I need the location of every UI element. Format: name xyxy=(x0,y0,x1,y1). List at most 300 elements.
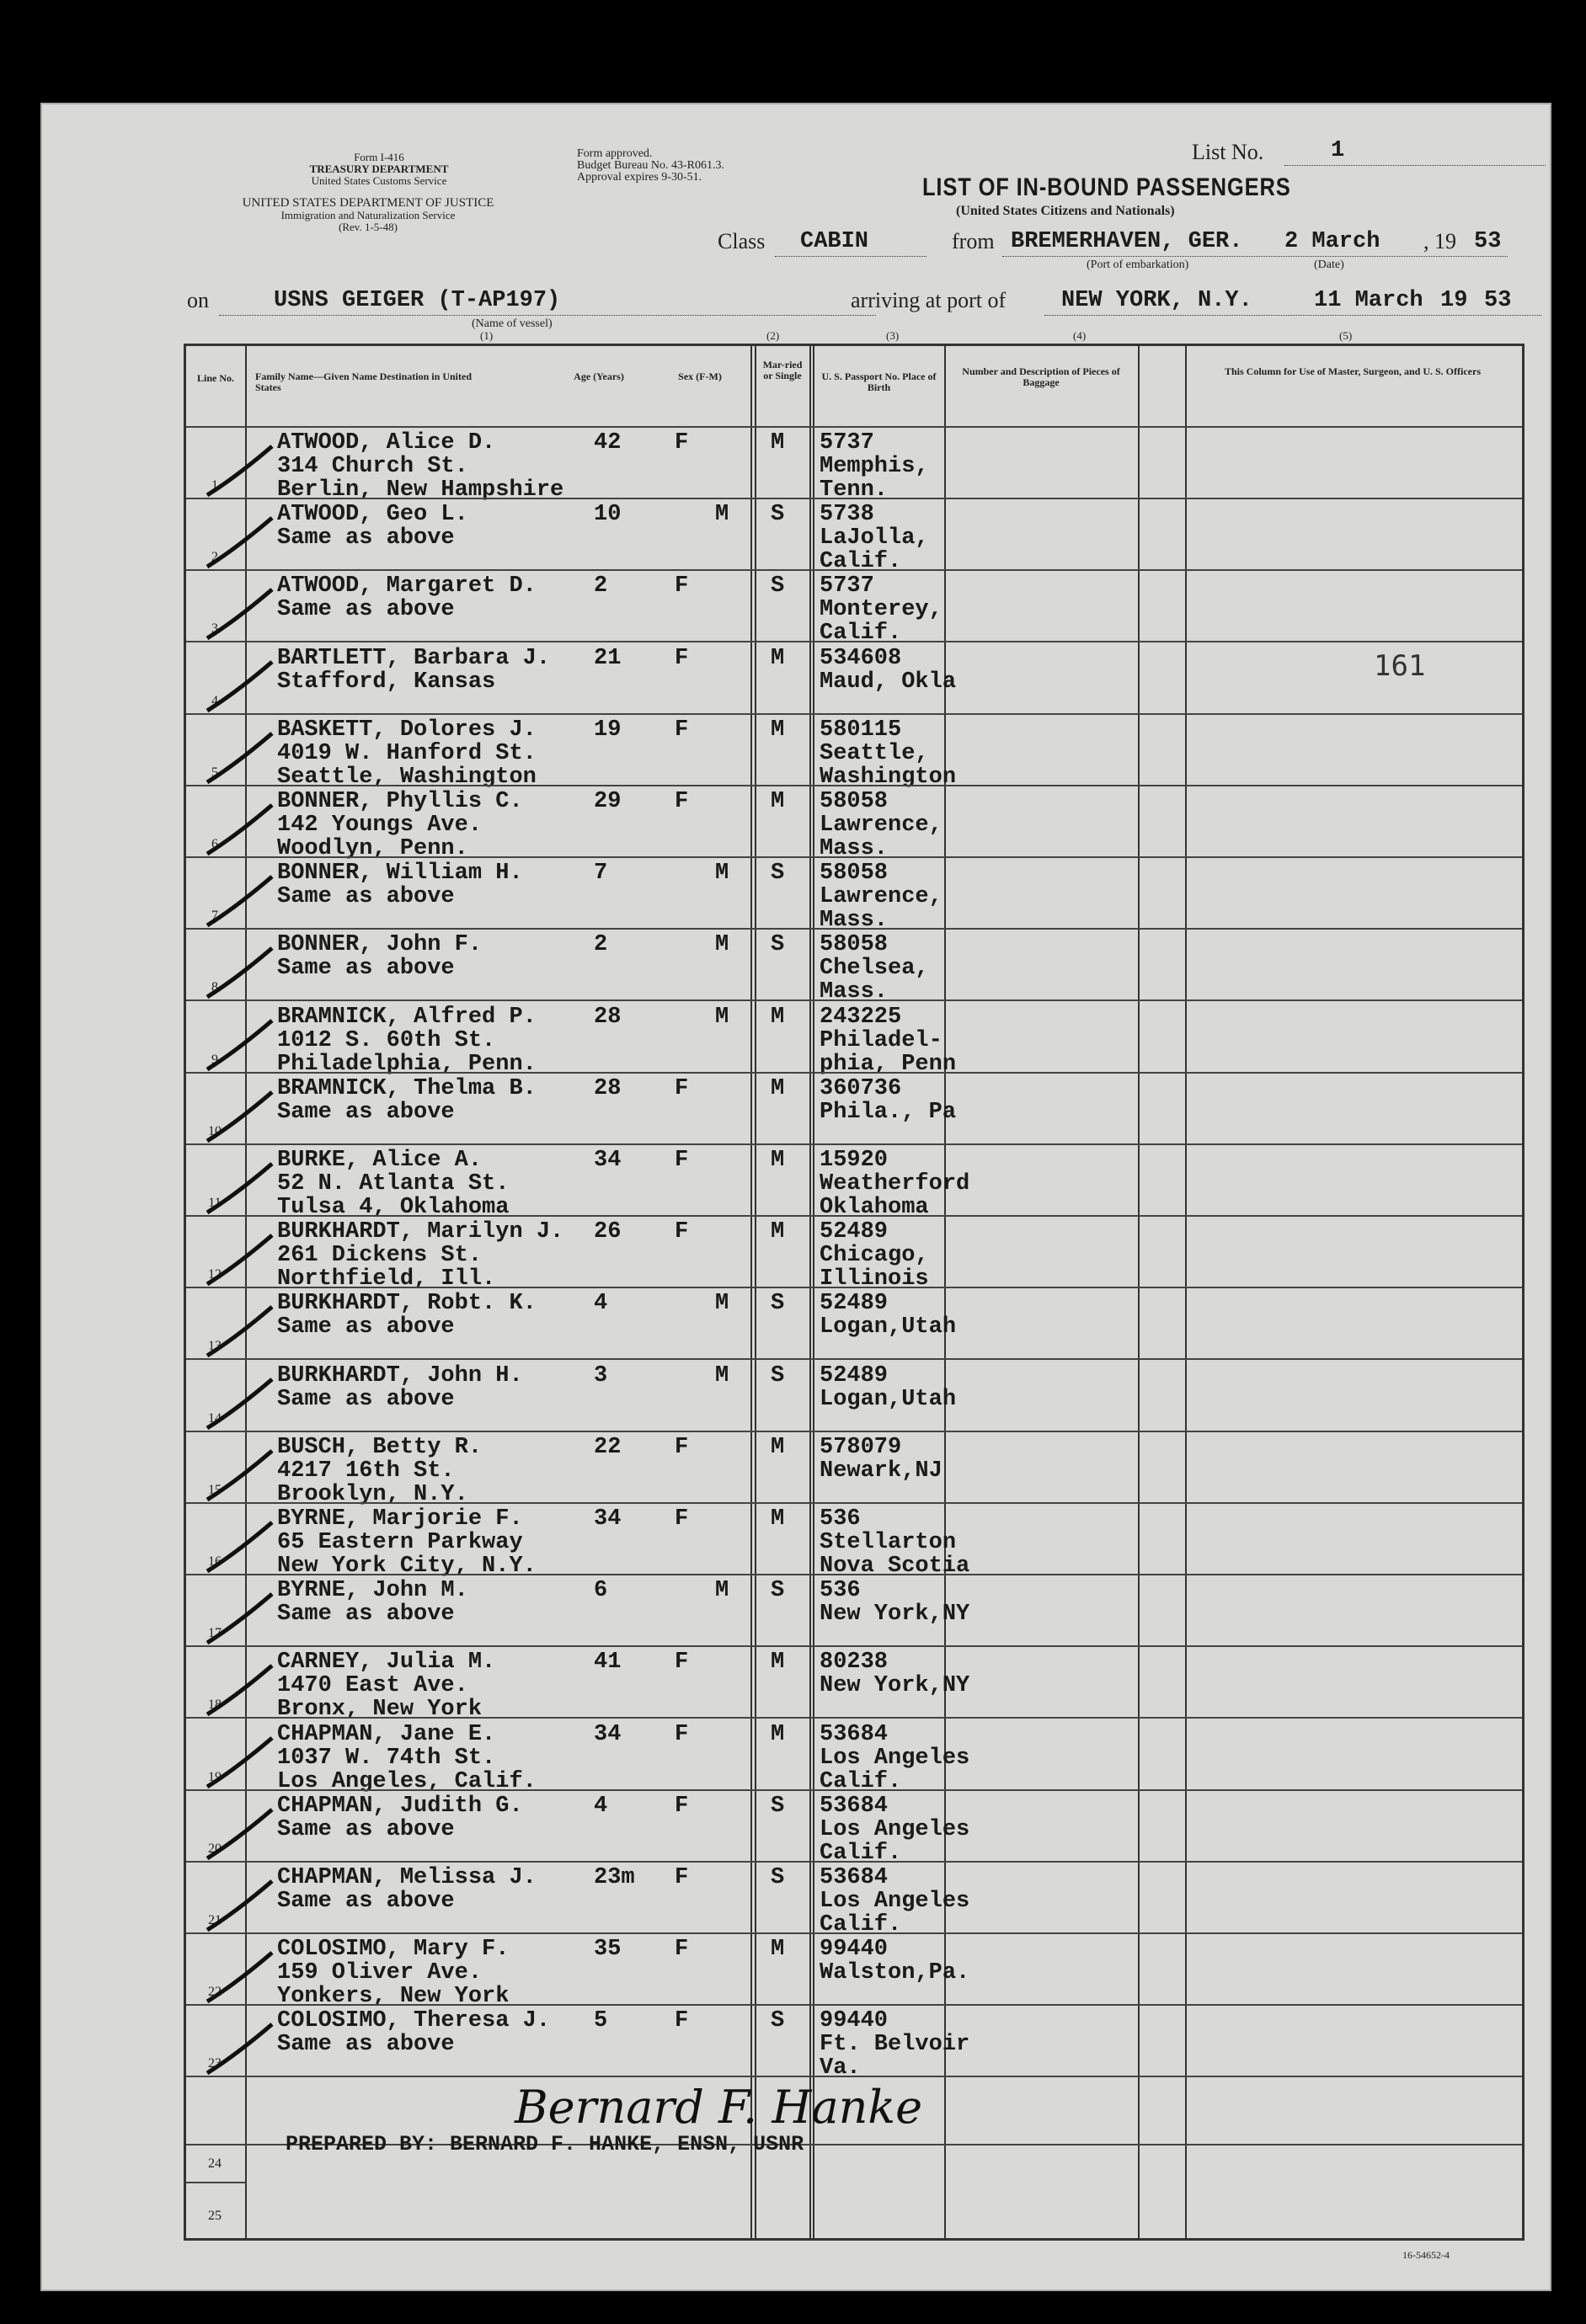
passenger-address: 4217 16th St. xyxy=(277,1458,455,1484)
passenger-name: BYRNE, John M. xyxy=(277,1578,468,1604)
check-stroke xyxy=(207,1953,272,2002)
passenger-sex: F xyxy=(675,1506,689,1532)
place-of-birth: Weatherford xyxy=(820,1171,970,1197)
passenger-address-2: Seattle, Washington xyxy=(277,764,537,790)
marital-status: M xyxy=(771,1506,785,1532)
marital-status: M xyxy=(771,1721,785,1747)
place-of-birth: Newark,NJ xyxy=(820,1458,943,1484)
check-mark-icon xyxy=(203,1232,279,1291)
passenger-sex: M xyxy=(715,861,729,887)
passport-number: 536 xyxy=(820,1578,861,1604)
date-caption: (Date) xyxy=(1314,259,1344,271)
marital-status: S xyxy=(771,502,785,528)
passenger-name: BONNER, John F. xyxy=(277,932,483,958)
passport-number: 578079 xyxy=(820,1434,902,1460)
passenger-name: BARTLETT, Barbara J. xyxy=(277,645,551,671)
passenger-age: 3 xyxy=(594,1362,608,1389)
passenger-name: CHAPMAN, Melissa J. xyxy=(277,1865,537,1890)
passenger-address-2: Northfield, Ill. xyxy=(277,1266,496,1293)
row-rule xyxy=(186,2182,245,2183)
place-of-birth: New York,NY xyxy=(820,1602,970,1628)
table-row xyxy=(186,1143,1522,1220)
arrival-underline xyxy=(1044,315,1541,316)
arriving-label: arriving at port of xyxy=(851,288,1007,312)
on-label: on xyxy=(187,288,209,312)
marital-status: M xyxy=(771,1434,785,1460)
passport-number: 360736 xyxy=(820,1075,902,1101)
passenger-name: CHAPMAN, Judith G. xyxy=(277,1793,523,1819)
passenger-age: 22 xyxy=(594,1434,622,1460)
marital-status: S xyxy=(771,1865,785,1890)
passport-number: 99440 xyxy=(820,1937,889,1963)
place-of-birth: Los Angeles xyxy=(820,1816,970,1842)
check-stroke xyxy=(207,1881,272,1930)
passenger-address: Same as above xyxy=(277,2032,455,2058)
table-row xyxy=(186,498,1522,575)
marital-status: M xyxy=(771,645,785,671)
from-value: BREMERHAVEN, GER. xyxy=(1011,229,1243,254)
check-mark-icon xyxy=(203,730,279,789)
check-stroke xyxy=(207,1307,272,1356)
place-of-birth: New York,NY xyxy=(820,1673,970,1699)
check-mark-icon xyxy=(203,658,279,717)
line-no: 10 xyxy=(208,1123,222,1138)
passenger-sex: F xyxy=(675,573,689,600)
table-row xyxy=(186,1287,1522,1358)
place-of-birth: Logan,Utah xyxy=(820,1386,957,1412)
header-name: Family Name—Given Name Destination in United States xyxy=(255,370,472,393)
passenger-address: 1470 East Ave. xyxy=(277,1673,468,1699)
header-line-no: Line No. xyxy=(196,372,234,384)
check-mark-icon xyxy=(203,1017,279,1076)
passport-number: 52489 xyxy=(820,1219,889,1245)
check-mark-icon xyxy=(203,1949,279,2008)
passport-number: 52489 xyxy=(820,1362,889,1389)
passenger-address: Same as above xyxy=(277,1099,455,1125)
col-num-3: (3) xyxy=(886,329,900,342)
marital-status: M xyxy=(771,1075,785,1101)
passenger-address-2: Bronx, New York xyxy=(277,1697,483,1723)
check-mark-icon xyxy=(203,1878,279,1937)
passenger-address-2: Brooklyn, N.Y. xyxy=(277,1481,468,1507)
place-of-birth-2: Calif. xyxy=(820,1840,902,1866)
passenger-sex: M xyxy=(715,502,729,528)
table-row xyxy=(186,1431,1522,1507)
marital-status: S xyxy=(771,1578,785,1604)
table-row xyxy=(186,928,1522,1005)
passenger-age: 34 xyxy=(594,1148,622,1173)
marital-status: S xyxy=(771,1793,785,1819)
place-of-birth-2: Calif. xyxy=(820,621,902,647)
table-row xyxy=(186,1718,1522,1794)
passenger-age: 26 xyxy=(594,1219,622,1245)
passenger-name: ATWOOD, Alice D. xyxy=(277,430,496,456)
vessel-name: USNS GEIGER (T-AP197) xyxy=(274,288,561,313)
passenger-address: Same as above xyxy=(277,884,455,910)
passenger-sex: F xyxy=(675,1219,689,1245)
revision-date: (Rev. 1-5-48) xyxy=(339,221,398,233)
header-officers: This Column for Use of Master, Surgeon, and U. S. Officers xyxy=(1224,365,1481,377)
embark-date: 2 March xyxy=(1284,229,1380,254)
check-stroke xyxy=(207,733,272,782)
place-of-birth-2: Tenn. xyxy=(820,477,889,503)
passenger-name: CHAPMAN, Jane E. xyxy=(277,1721,496,1747)
treasury-dept: TREASURY DEPARTMENT xyxy=(309,163,449,175)
passenger-sex: F xyxy=(675,1075,689,1101)
marital-status: S xyxy=(771,1362,785,1389)
marital-status: S xyxy=(771,2008,785,2034)
list-no-underline xyxy=(1284,165,1546,166)
passenger-sex: M xyxy=(715,1578,729,1604)
passenger-address: Same as above xyxy=(277,1314,455,1341)
passenger-age: 35 xyxy=(594,1937,622,1963)
table-row xyxy=(186,1359,1522,1431)
passenger-name: COLOSIMO, Mary F. xyxy=(277,1937,510,1963)
passenger-name: ATWOOD, Margaret D. xyxy=(277,573,537,600)
marital-status: S xyxy=(771,861,785,887)
from-underline xyxy=(1002,256,1508,257)
check-mark-icon xyxy=(203,1160,279,1219)
place-of-birth: Lawrence, xyxy=(820,813,943,838)
place-of-birth: Los Angeles xyxy=(820,1745,970,1771)
passenger-age: 29 xyxy=(594,789,622,814)
marital-status: S xyxy=(771,573,785,600)
passenger-name: ATWOOD, Geo L. xyxy=(277,502,468,528)
class-value: CABIN xyxy=(800,229,869,254)
place-of-birth-2: Illinois xyxy=(820,1266,929,1293)
passenger-age: 4 xyxy=(594,1793,608,1819)
passenger-table xyxy=(184,344,1525,2241)
passenger-sex: F xyxy=(675,1434,689,1460)
line-no: 20 xyxy=(208,1841,222,1856)
table-row xyxy=(186,569,1522,647)
check-mark-icon xyxy=(203,1376,279,1435)
passenger-sex: M xyxy=(715,1291,729,1317)
justice-dept: UNITED STATES DEPARTMENT OF JUSTICE xyxy=(242,196,494,210)
check-mark-icon xyxy=(203,1447,279,1506)
passport-number: 5737 xyxy=(820,573,874,600)
arrival-year: 53 xyxy=(1484,288,1512,313)
marital-status: M xyxy=(771,1650,785,1676)
passenger-address: 4019 W. Hanford St. xyxy=(277,740,537,766)
passport-number: 53684 xyxy=(820,1793,889,1819)
passenger-name: COLOSIMO, Theresa J. xyxy=(277,2008,551,2034)
passenger-address-2: Woodlyn, Penn. xyxy=(277,836,468,861)
passenger-address: 1012 S. 60th St. xyxy=(277,1027,496,1053)
header-married: Mar-ried or Single xyxy=(762,359,803,381)
passenger-name: BRAMNICK, Thelma B. xyxy=(277,1075,537,1101)
check-mark-icon xyxy=(203,443,279,502)
table-row xyxy=(186,713,1522,790)
passenger-age: 21 xyxy=(594,645,622,671)
passport-number: 536 xyxy=(820,1506,861,1532)
check-mark-icon xyxy=(203,1735,279,1794)
line-no: 3 xyxy=(211,621,218,637)
place-of-birth: Seattle, xyxy=(820,740,929,766)
line-no: 13 xyxy=(208,1339,222,1354)
check-mark-icon xyxy=(203,1519,279,1578)
passenger-age: 34 xyxy=(594,1721,622,1747)
form-approved: Form approved. xyxy=(577,147,653,160)
table-row xyxy=(186,642,1522,713)
check-stroke xyxy=(207,1092,272,1141)
line-no: 21 xyxy=(208,1913,222,1927)
place-of-birth: Stellarton xyxy=(820,1530,957,1555)
check-stroke xyxy=(207,948,272,997)
marital-status: S xyxy=(771,932,785,958)
check-stroke xyxy=(207,1594,272,1643)
passenger-name: BURKHARDT, Marilyn J. xyxy=(277,1219,564,1245)
passenger-address-2: Yonkers, New York xyxy=(277,1984,510,2010)
list-no-value: 1 xyxy=(1331,138,1345,163)
place-of-birth: Memphis, xyxy=(820,454,929,479)
place-of-birth-2: Washington xyxy=(820,764,957,790)
table-row xyxy=(186,1215,1522,1293)
passenger-sex: F xyxy=(675,1148,689,1173)
vessel-underline xyxy=(219,315,876,316)
check-stroke xyxy=(207,1522,272,1571)
place-of-birth-2: phia, Penn xyxy=(820,1051,957,1077)
check-stroke xyxy=(207,1666,272,1714)
passenger-sex: F xyxy=(675,717,689,743)
passenger-age: 5 xyxy=(594,2008,608,2034)
check-stroke xyxy=(207,877,272,925)
passenger-address-2: Berlin, New Hampshire xyxy=(277,477,564,503)
passport-number: 58058 xyxy=(820,932,889,958)
line-no: 15 xyxy=(208,1482,222,1497)
passenger-sex: M xyxy=(715,1004,729,1030)
passenger-age: 7 xyxy=(594,861,608,887)
passport-number: 53684 xyxy=(820,1865,889,1890)
arrival-year-prefix: 19 xyxy=(1440,288,1468,313)
passport-number: 15920 xyxy=(820,1148,889,1173)
check-stroke xyxy=(207,1235,272,1284)
line-no: 9 xyxy=(211,1052,218,1067)
place-of-birth-2: Calif. xyxy=(820,1912,902,1938)
passenger-address: Same as above xyxy=(277,597,455,623)
line-no: 2 xyxy=(211,550,218,565)
from-label: from xyxy=(952,229,995,253)
passenger-sex: F xyxy=(675,2008,689,2034)
passenger-sex: F xyxy=(675,1721,689,1747)
check-stroke xyxy=(207,1379,272,1428)
table-row xyxy=(186,1789,1522,1866)
header-baggage: Number and Description of Pieces of Baggage xyxy=(962,365,1120,388)
place-of-birth-2: Mass. xyxy=(820,979,889,1005)
prepared-by: PREPARED BY: BERNARD F. HANKE, ENSN, USNR xyxy=(286,2132,804,2156)
passport-number: 580115 xyxy=(820,717,902,743)
header-passport: U. S. Passport No. Place of Birth xyxy=(821,370,937,393)
line-no: 8 xyxy=(211,980,218,995)
passenger-age: 6 xyxy=(594,1578,608,1604)
col-num-5: (5) xyxy=(1339,329,1353,342)
passenger-address: Same as above xyxy=(277,1889,455,1914)
col-num-1: (1) xyxy=(480,329,494,342)
table-row xyxy=(186,2004,1522,2081)
check-stroke xyxy=(207,1021,272,1069)
line-no: 25 xyxy=(208,2209,222,2223)
line-no: 11 xyxy=(208,1196,222,1210)
line-no: 18 xyxy=(208,1698,222,1713)
passport-number: 58058 xyxy=(820,789,889,814)
place-of-birth: Maud, Okla xyxy=(820,669,957,695)
passenger-sex: F xyxy=(675,1865,689,1890)
year-value: 53 xyxy=(1474,229,1502,254)
passenger-address: 314 Church St. xyxy=(277,454,468,479)
check-stroke xyxy=(207,518,272,567)
table-row xyxy=(186,1861,1522,1938)
line-no: 6 xyxy=(211,837,218,851)
vessel-caption: (Name of vessel) xyxy=(472,317,553,330)
passenger-sex: F xyxy=(675,1937,689,1963)
marital-status: S xyxy=(771,1291,785,1317)
check-mark-icon xyxy=(203,1806,279,1865)
check-stroke xyxy=(207,1810,272,1858)
marital-status: M xyxy=(771,1937,785,1963)
passenger-address: 261 Dickens St. xyxy=(277,1243,483,1269)
table-row xyxy=(186,1645,1522,1723)
passenger-age: 19 xyxy=(594,717,622,743)
form-subtitle: (United States Citizens and Nationals) xyxy=(956,204,1175,218)
passenger-name: BYRNE, Marjorie F. xyxy=(277,1506,523,1532)
passenger-sex: F xyxy=(675,1793,689,1819)
check-stroke xyxy=(207,1451,272,1500)
line-no: 12 xyxy=(208,1267,222,1282)
passenger-sex: F xyxy=(675,430,689,456)
passenger-name: CARNEY, Julia M. xyxy=(277,1650,496,1676)
passenger-name: BRAMNICK, Alfred P. xyxy=(277,1004,537,1030)
line-no: 5 xyxy=(211,765,218,780)
check-mark-icon xyxy=(203,1662,279,1721)
place-of-birth-2: Mass. xyxy=(820,836,889,861)
line-no: 16 xyxy=(208,1554,222,1569)
table-row xyxy=(186,1932,1522,2010)
list-no-label: List No. xyxy=(1192,140,1264,164)
line-no: 23 xyxy=(208,2056,222,2071)
check-stroke xyxy=(207,1164,272,1213)
passenger-name: BURKHARDT, Robt. K. xyxy=(277,1291,537,1317)
place-of-birth: Lawrence, xyxy=(820,884,943,910)
place-of-birth: LaJolla, xyxy=(820,525,929,552)
passenger-address: Same as above xyxy=(277,1386,455,1412)
passenger-address-2: Tulsa 4, Oklahoma xyxy=(277,1195,510,1220)
line-no: 22 xyxy=(208,1985,222,2000)
class-label: Class xyxy=(718,229,766,253)
place-of-birth: Los Angeles xyxy=(820,1889,970,1914)
check-stroke xyxy=(207,589,272,638)
place-of-birth-2: Mass. xyxy=(820,908,889,934)
marital-status: M xyxy=(771,1148,785,1173)
check-mark-icon xyxy=(203,586,279,645)
passenger-address-2: Philadelphia, Penn. xyxy=(277,1051,537,1077)
check-mark-icon xyxy=(203,873,279,932)
passenger-address: 159 Oliver Ave. xyxy=(277,1960,483,1986)
passenger-age: 23m xyxy=(594,1865,635,1890)
passenger-address: Same as above xyxy=(277,1602,455,1628)
passport-number: 5737 xyxy=(820,430,874,456)
header-age: Age (Years) xyxy=(574,370,624,382)
passenger-address: Stafford, Kansas xyxy=(277,669,496,695)
place-of-birth: Philadel- xyxy=(820,1027,943,1053)
table-row xyxy=(186,1000,1522,1077)
customs-service: United States Customs Service xyxy=(311,174,447,187)
passenger-sex: F xyxy=(675,789,689,814)
passport-number: 53684 xyxy=(820,1721,889,1747)
passenger-age: 28 xyxy=(594,1004,622,1030)
passenger-age: 28 xyxy=(594,1075,622,1101)
check-stroke xyxy=(207,1738,272,1787)
passenger-age: 2 xyxy=(594,932,608,958)
check-stroke xyxy=(207,446,272,495)
place-of-birth-2: Calif. xyxy=(820,1768,902,1794)
passenger-address: Same as above xyxy=(277,956,455,982)
place-of-birth-2: Nova Scotia xyxy=(820,1554,970,1579)
place-of-birth: Chelsea, xyxy=(820,956,929,982)
place-of-birth: Monterey, xyxy=(820,597,943,623)
passenger-age: 2 xyxy=(594,573,608,600)
line-no: 14 xyxy=(208,1410,222,1426)
arrival-port: NEW YORK, N.Y. xyxy=(1061,288,1252,313)
form-number: Form I-416 xyxy=(354,151,404,163)
passenger-address: 142 Youngs Ave. xyxy=(277,813,483,838)
passenger-address: Same as above xyxy=(277,525,455,552)
table-row xyxy=(186,785,1522,861)
passenger-name: BURKHARDT, John H. xyxy=(277,1362,523,1389)
place-of-birth: Chicago, xyxy=(820,1243,929,1269)
line-no: 7 xyxy=(211,909,218,924)
passport-number: 534608 xyxy=(820,645,902,671)
passenger-age: 41 xyxy=(594,1650,622,1676)
approval-expiry: Approval expires 9-30-51. xyxy=(577,171,702,184)
passenger-address: 52 N. Atlanta St. xyxy=(277,1171,510,1197)
signature: Bernard F. Hanke xyxy=(515,2081,923,2134)
line-no: 17 xyxy=(208,1626,222,1641)
line-no: 19 xyxy=(208,1769,222,1784)
check-mark-icon xyxy=(203,514,279,573)
passenger-address-2: Los Angeles, Calif. xyxy=(277,1768,537,1794)
class-underline xyxy=(775,256,927,257)
passenger-age: 34 xyxy=(594,1506,622,1532)
check-mark-icon xyxy=(203,1591,279,1650)
passenger-address: 1037 W. 74th St. xyxy=(277,1745,496,1771)
arrival-date: 11 March xyxy=(1314,288,1423,313)
passenger-sex: M xyxy=(715,1362,729,1389)
table-row xyxy=(186,426,1522,503)
passenger-sex: F xyxy=(675,1650,689,1676)
marital-status: M xyxy=(771,430,785,456)
place-of-birth: Ft. Belvoir xyxy=(820,2032,970,2058)
passenger-name: BASKETT, Dolores J. xyxy=(277,717,537,743)
passenger-age: 42 xyxy=(594,430,622,456)
check-mark-icon xyxy=(203,1089,279,1148)
table-row xyxy=(186,856,1522,934)
passenger-name: BUSCH, Betty R. xyxy=(277,1434,483,1460)
passport-number: 52489 xyxy=(820,1291,889,1317)
year-prefix: , 19 xyxy=(1423,229,1456,253)
place-of-birth-2: Calif. xyxy=(820,549,902,575)
check-mark-icon xyxy=(203,802,279,861)
table-row xyxy=(186,1072,1522,1143)
col-num-2: (2) xyxy=(766,329,780,342)
passenger-address-2: New York City, N.Y. xyxy=(277,1554,537,1579)
check-mark-icon xyxy=(203,1303,279,1362)
passenger-age: 4 xyxy=(594,1291,608,1317)
check-stroke xyxy=(207,2024,272,2073)
passenger-address: Same as above xyxy=(277,1816,455,1842)
officer-note: 161 xyxy=(1374,649,1426,683)
marital-status: M xyxy=(771,717,785,743)
passenger-sex: M xyxy=(715,932,729,958)
